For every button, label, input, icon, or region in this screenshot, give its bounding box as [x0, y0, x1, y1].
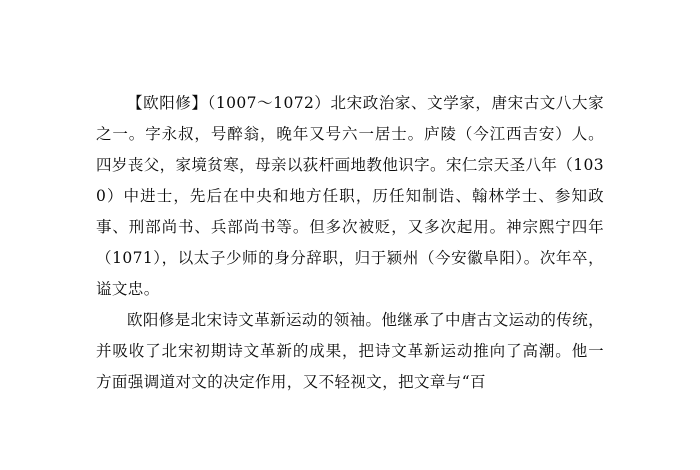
- paragraph: 欧阳修是北宋诗文革新运动的领袖。他继承了中唐古文运动的传统，并吸收了北宋初期诗文革新的成果，把诗文革新运动推向了高潮。他一方面强调道对文的决定作用，又不轻视文，把文章与“百: [96, 311, 605, 391]
- document-body: [96, 88, 604, 398]
- paragraph: 【欧阳修】（1007～1072）北宋政治家、文学家，唐宋古文八大家之一。字永叔，号醉翁，晚年又号六一居士。庐陵（今江西吉安）人。四岁丧父，家境贫寒，母亲以荻杆画地教他识字。宋仁宗天圣八年（1030）中进士，先后在中央和地方任职，历任知制诰、翰林学士、参知政事、刑部尚书、兵部尚书等。但多次被贬，又多次起用。神宗熙宁四年（1071），以太子少师的身分辞职，归于颍州（今安徽阜阳）。次年卒，谥文忠。: [96, 94, 604, 298]
